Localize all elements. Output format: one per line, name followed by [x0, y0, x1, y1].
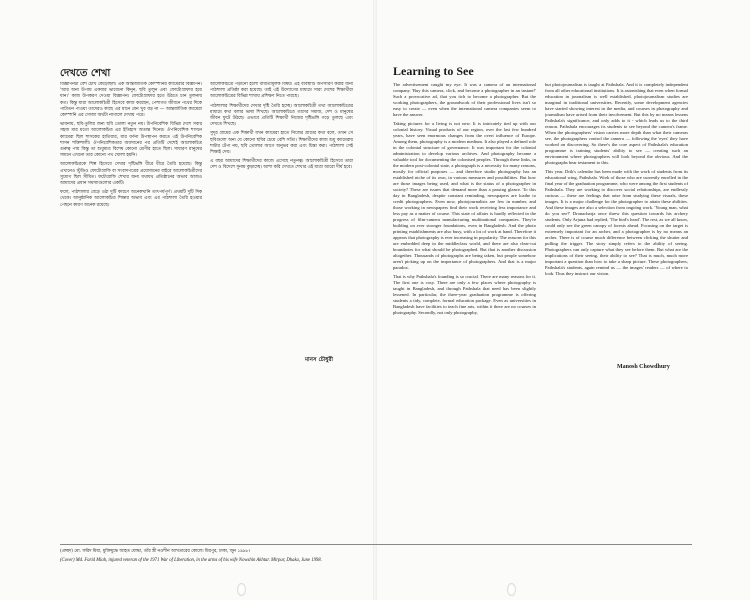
paragraph: সুদূর গ্রামের এক শিক্ষার্থী যখন ক্যামেরা হাতে নিজের গ্রামের কথা বলে, তখন সে ছবিগুলো অন্য যে কোনো ছবির চেয়ে বেশি সত্যি। শিক্ষার্থীদের কাজ শুধু ক্যামেরায় শাটার টেপা নয়, ছবি তোলার আগে অনুভব করা এবং চিন্তা করা। পাঠশালা সেই শিক্ষাই দেয়। [210, 131, 353, 156]
paragraph: Taking pictures for a living is not new. It is intricately tied up with our colonial history. Visual products of our region, over the last few hundred years, have seen enormous changes from the overt influence of Europe. Among them, photography is a modern medium. It also played a defined role in the colonial structure of governance. It was important for the colonial administration to develop various archives. And photography became a valuable tool for documenting the colonised peoples. Through these links, in the modern post-colonial state, a photograph is a necessity for many reasons, mostly for official purposes — and therefore studio photography has an established niche of its own, in various measures and possibilities. But how are those images being used, and what is the status of a photographer in society? These are issues that demand more than a passing glance. To this day in Bangladesh, despite constant reminding, newspapers are loathe to credit photographers. Even now, photojournalists are few in number, and those working in newspapers find their work receiving less importance and less pay as a matter of course. This state of affairs is hardly reflected in the progress of film-camera manufacturing multinational companies. They're building on ever stronger foundations, even in Bangladesh. And the photo printing establishments are also busy, with a lot of work at hand. Therefore it appears that photography is ever increasing in popularity. The reasons for this are embedded deep in the middleclass world, and there are also clear-cut boundaries for what should be photographed. But that is another discussion altogether. Thousands of photographs are being taken, but people somehow aren't picking up on the importance of photographers. And that is a major paradox. [393, 121, 536, 270]
paragraph: পাঠশালার শিক্ষার্থীদের দেখার দৃষ্টি তৈরি হচ্ছে। আলোকচিত্রী তথা আলোকচিত্রের মাধ্যমে কথা বলার ভাষা শিখছে। আলোকচিত্রে তাদের সমাজ, দেশ ও মানুষের জীবন ফুটে উঠছে। এভাবে প্রতিটি শিক্ষার্থী নিজের দৃষ্টিভঙ্গি গড়ে তুলছে এবং দেখতে শিখছে। [210, 103, 353, 128]
caption-divider [60, 544, 692, 545]
english-caption: (Cover) Md. Farid Miah, injured veteran of the 1971 War of Liberation, in the arms of his wife Nowshin Akhtar. Mirpur, Dhaka, June 1998. [60, 558, 322, 563]
paragraph: The advertisement caught my eye. It was a camera of an international company. 'Buy this camera, click, and become a photographer in an instant!' Such a provocative ad, that you itch to become a photographer. But the working photographers, the groundwork of their professional lives isn't so easy to create — even when the international camera companies seem to have the answer. [393, 82, 536, 117]
paragraph: but photojournalism is taught at Pathshala. And it is completely independent from all other educational institutions. It is astonishing that even when formal education in journalism is well established, photojournalism studies are marginal in traditional universities. Recently, some development agencies have started showing interest in the media, and courses in photography and journalism have arised from their involvement. But this by no means lessens Pathshala's significance, and only adds to it - which leads us to the third reason. Pathshala encourages its students to see beyond the camera's frame. When the photographers' vision carries more depth than what their cameras see, the photographers control the camera — following the 'eyes' they have worked on discovering. So there's the core aspect of Pathshala's education programme is training students' ability to see — creating such an environment where photographers will look beyond the obvious. And the photographs bear testament to this. [545, 82, 688, 165]
english-column-2 [545, 82, 688, 337]
bengali-title: দেখতে শেখা [60, 68, 111, 79]
paragraph: আলোকচিত্রে পড়ানো হলো বাধ্যতামূলক বিষয়। এই ব্যবস্থাটি অপসারণ করার জন্য পাঠশালা প্রতিষ্ঠা করা হয়েছে। তাই এই উদ্যোগের মাধ্যমে সারা দেশের শিক্ষার্থীরা আলোকচিত্রের বিভিন্ন শাখায় প্রশিক্ষণ নিতে পারছে। [210, 82, 353, 100]
bengali-column-1 [60, 82, 202, 498]
english-signature: Manosh Chowdhury [617, 364, 670, 370]
paragraph: This year, Drik's calendar has been made with the work of students from its educational wing, Pathshala. Work of those who are currently enrolled in the final year of the graduation programme, who were among the first students of Pathshala. They are working to discover social relationships, are endlessly curious — these are feelings that arise from studying these visuals, these images. It is a major challenge for the photographer to attain these abilities. And these images are also a selection from ongoing work. 'Young man, what do you see?' Dronacharja once threw this question towards his archery students. Only Arjuna had replied, 'The bird's head'. The rest, as we all know, could only see the green canopy of forests ahead. Focusing on the target is extremely important for an archer, and a photographer is by no means an archer. There is of course much difference between clicking the shutter and pulling the trigger. The story simply refers to the ability of seeing. Photographers can only capture what they see before them. But what are the implications of their seeing, their ability to see? That is much, much more important a question than how to take a sharp picture. These photographers, Pathshala's students, again remind us — the images' readers — of where to look. Thus they instruct our vision. [545, 169, 688, 276]
english-title: Learning to See [393, 64, 474, 78]
paragraph: ফলে, পাঠশালার বেড়ে ওঠা দুটি কারণে অনেকখানি তাৎপর্যপূর্ণ। প্রথমটি দুটি দিক থেকে। আনুষ্ঠানিক আলোকচিত্র শিক্ষার অভাব এবং এর পাঠশালা তৈরি হওয়ার পেছনে কারণ অনেক রয়েছে। [60, 190, 202, 208]
page-fold [373, 0, 377, 600]
paragraph: এ বছর আমাদের শিক্ষার্থীদের কাজে এসেছে নতুনত্ব। আলোকচিত্রী হিসেবে তারা দেশ ও বিদেশে সুনাম কুড়াচ্ছে। আশা করি দেখতে শেখার এই যাত্রা আরো দীর্ঘ হবে। [210, 159, 353, 171]
binding-hole [507, 583, 516, 596]
english-column-1 [393, 82, 536, 502]
bengali-column-2 [210, 82, 353, 357]
binding-hole [237, 583, 246, 596]
paragraph: বিজ্ঞাপনটা বেশ চোখ কেড়েছিল। এক আন্তর্জাতিক কোম্পানির ক্যামেরার বিজ্ঞাপন। 'আর অন্য উপায় একবার ভাবেনো কিনুন, ছবি তুলুন এবং ফোটোগ্রাফার হয়ে যান।' কাজ উপকরণ দেওয়া বিজ্ঞাপন। ফোটোগ্রাফার হতে উঠতে চান তুলনায় কত। কিন্তু যারা আলোকচিত্রী হিসেবে কাজ করছেন, পেশাগত জীবনে পথের দিকে পাটাতন পাওয়া তাদেরও কাছে এর মানে যেন খুব বড় না — আন্তর্জাতিক ক্যামেরা কোম্পানি এর সোজা অর্থটা নাগালে দেখায় পরে। [60, 82, 202, 119]
paragraph: ভাবনায়, ছবি-তুলির জন্য ছবি তোলা নতুন নয়। উপনিবেশিক বিভিন্ন দেশে সবার সহজ মার মতো আলোকচিত্র এর ইতিহাস অত্যন্ত দিনের। ঔপনিবেশিক শাসনে ক্যামেরা ছিল শাসকের হাতিয়ার, যার বর্ণনা উপস্থাপন করতে এই উপনিবেশিক শাসন শক্তিশালী। ঔপনিবেশিকতার অবসানের পর প্রতিটি দেশেই আলোকচিত্র গুরুত্ব পায় কিন্তু তা শুধুমাত্র বিশেষ কোনো শ্রেণীর হাতে ছিল। সাধারণ মানুষের সামনে এখনো তার কোনো পথ খোলা হয়নি। [60, 122, 202, 159]
paragraph: That is why Pathshala's founding is so crucial. There are many reasons for it. The first one is cosy. There are only a few places where photography is taught in Bangladesh, and through Pathshala that need has been slightly lessened. In particular, the three-year graduation programme is offering students a tidy, complete, formal education package. Even as universities in Bangladesh have facilities to teach fine arts, within it there are no courses in photography. Secondly, not only photography, [393, 274, 536, 315]
bengali-caption: (প্রচ্ছদ) মো. ফরিদ মিয়া, মুক্তিযুদ্ধে আহত যোদ্ধা, তাঁর স্ত্রী নওশীন আখতারের কোলে। মিরপুর, ঢাকা, জুন ১৯৯৮। [60, 549, 251, 554]
paragraph: আলোকচিত্রকে শিল্প হিসেবে দেখার দৃষ্টিভঙ্গি ধীরে ধীরে তৈরি হয়েছে। কিন্তু এখানেও স্টুডিও ফোটোগ্রাফি বা সংবাদপত্রের প্রয়োজনের বাইরে আলোকচিত্রীদের সুযোগ ছিল সীমিত। ফটোগ্রাফি শেখার জন্য যথাযথ প্রতিষ্ঠানের অভাব আজও আমাদের প্রধান সমস্যাগুলোর একটি। [60, 162, 202, 187]
bengali-signature: মানস চৌধুরী [305, 357, 333, 363]
